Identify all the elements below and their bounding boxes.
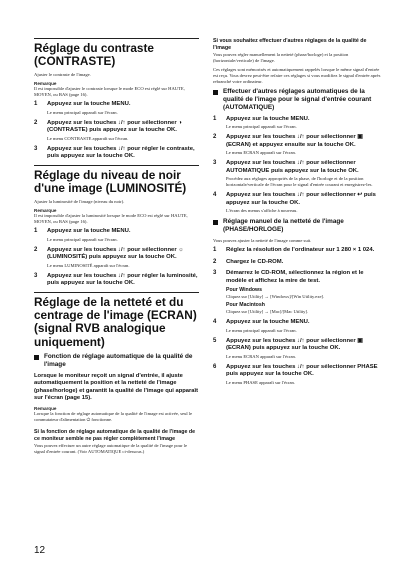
step-result: Le menu CONTRASTE apparaît sur l'écran. (47, 135, 129, 141)
step-instruction: Appuyez sur les touches ↓/↑ pour régler la luminosité, puis appuyez sur la touche OK. (47, 272, 198, 287)
note-label: Remarque (34, 81, 57, 87)
step-item (213, 247, 383, 255)
step-number: 5 (213, 337, 217, 344)
step-number: 1 (34, 101, 38, 108)
page-number: 12 (34, 545, 46, 556)
body-text: Vous pouvez régler manuellement la netteté (phase/horloge) et la position (horizontale/verticale) de l'image. (213, 51, 349, 63)
section-title-screen: Réglage de la netteté et du centrage de l'image (ECRAN) (signal RVB analogique uniquement) (34, 294, 197, 349)
step-result: Le menu PHASE apparaît sur l'écran. (226, 380, 295, 386)
body-text: Vous pouvez ajuster la netteté de l'image comme suit. (213, 238, 312, 244)
step-instruction: Appuyez sur la touche MENU. (47, 228, 131, 235)
step-result: Le menu principal apparaît sur l'écran. (226, 327, 297, 333)
step-item (213, 270, 383, 315)
note-text: Lorsque la fonction de réglage automatique de la qualité de l'image est activée, seul le commutateur d'alimentation ⏻ fonctionne. (34, 410, 193, 422)
right-column (213, 38, 383, 390)
step-result: Le menu principal apparaît sur l'écran. (47, 109, 118, 115)
step-instruction: Appuyez sur les touches ↓/↑ pour sélectionner ▣ (ECRAN) et appuyez ensuite sur la touche OK. (226, 134, 363, 148)
note-label: Remarque (34, 208, 57, 214)
step-item (34, 273, 199, 288)
step-item (34, 228, 199, 243)
step-item (213, 259, 383, 267)
step-number: 3 (34, 145, 38, 152)
step-item (213, 192, 383, 214)
step-item (34, 120, 199, 142)
section-rule (34, 38, 199, 39)
step-number: 4 (213, 319, 217, 326)
square-bullet-icon (34, 355, 39, 360)
step-number: 3 (213, 160, 217, 167)
step-number: 6 (213, 363, 217, 370)
step-list (34, 228, 199, 288)
step-item (213, 338, 383, 360)
intro-text: Ajuster la luminosité de l'image (niveau du noir). (34, 199, 125, 205)
step-item (213, 364, 383, 386)
step-result: Le menu LUMINOSITÉ apparaît sur l'écran. (47, 262, 130, 268)
step-number: 2 (213, 258, 217, 265)
section-title-brightness: Réglage du niveau de noir d'une image (LUMINOSITÉ) (34, 167, 187, 196)
step-list (34, 101, 199, 161)
step-instruction: Appuyez sur les touches ↓/↑ pour sélectionner ↩ puis appuyez sur la touche OK. (226, 192, 376, 206)
os-label-macintosh: Pour Macintosh (226, 302, 265, 309)
step-item (213, 160, 383, 188)
left-column (34, 38, 199, 458)
step-number: 4 (213, 192, 217, 199)
function-title: Effectuer d'autres réglages automatiques de la qualité de l'image pour le signal d'entrée courant (AUTOMATIQUE) (223, 87, 372, 111)
function-heading (34, 353, 199, 369)
step-instruction: Appuyez sur les touches ↓/↑ pour régler le contraste, puis appuyez sur la touche OK. (47, 145, 195, 160)
step-result: Le menu principal apparaît sur l'écran. (226, 124, 297, 130)
step-item (213, 116, 383, 131)
note-text: Il est impossible d'ajuster le contraste lorsque le mode ECO est réglé sur HAUTE, MOYEN, ou BAS (page 16). (34, 86, 185, 98)
intro-text: Ajuster le contraste de l'image. (34, 72, 91, 78)
bold-paragraph: Lorsque le moniteur reçoit un signal d'entrée, il ajuste automatiquement la position et la netteté de l'image (phase/horloge) et garantit la qualité de l'image qui apparaît sur l'écran (page 15). (34, 372, 199, 402)
step-instruction: Appuyez sur la touche MENU. (226, 319, 310, 326)
step-result: L'écran des menus s'affiche à nouveau. (226, 208, 298, 214)
function-title: Fonction de réglage automatique de la qualité de l'image (44, 352, 193, 368)
section-rule (34, 165, 199, 166)
step-result: Cliquez sur [Utility] → [Windows]/[Win Utility.exe]. (226, 294, 325, 300)
step-number: 1 (213, 247, 217, 254)
step-instruction: Appuyez sur les touches ↓/↑ pour sélectionner PHASE puis appuyez sur la touche OK. (226, 363, 378, 378)
step-list (213, 116, 383, 215)
step-result: Le menu ECRAN apparaît sur l'écran. (226, 150, 296, 156)
note-text: Il est impossible d'ajuster la luminosité lorsque le mode ECO est réglé sur HAUTE, MOYEN, ou BAS (page 16). (34, 213, 188, 225)
step-instruction: Appuyez sur les touches ↓/↑ pour sélectionner ◑ (CONTRASTE) puis appuyez sur la touche OK. (47, 119, 182, 134)
step-instruction: Démarrez le CD-ROM, sélectionnez la région et le modèle et affichez la mire de test. (226, 270, 364, 284)
paragraph-heading: Si vous souhaitez effectuer d'autres réglages de la qualité de l'image (213, 38, 367, 51)
body-text: Vous pouvez effectuer un autre réglage automatique de la qualité de l'image pour le signal d'entrée courant. (Voir AUTOMATIQUE ci-dessous.) (34, 442, 188, 454)
step-item (213, 319, 383, 334)
step-instruction: Appuyez sur les touches ↓/↑ pour sélectionner AUTOMATIQUE puis appuyez sur la touche OK. (226, 160, 359, 174)
step-number: 3 (34, 272, 38, 279)
section-title-contrast: Réglage du contraste (CONTRASTE) (34, 41, 154, 69)
section-rule (34, 292, 199, 293)
step-item (213, 134, 383, 156)
step-number: 3 (213, 270, 217, 277)
step-result: Cliquez sur [Utility] → [Mac]/[Mac Utility]. (226, 309, 309, 315)
step-instruction: Appuyez sur les touches ↓/↑ pour sélectionner ▣ (ECRAN) puis appuyez sur la touche OK. (226, 337, 363, 352)
square-bullet-icon (213, 220, 218, 225)
step-item (34, 146, 199, 161)
step-number: 1 (213, 115, 217, 122)
step-list (213, 247, 383, 386)
step-item (34, 247, 199, 269)
function-heading (213, 218, 383, 234)
step-instruction: Chargez le CD-ROM. (226, 258, 284, 265)
step-result: Le menu ECRAN apparaît sur l'écran. (226, 353, 296, 359)
step-number: 2 (213, 134, 217, 141)
os-label-windows: Pour Windows (226, 287, 262, 294)
step-result: Le menu principal apparaît sur l'écran. (47, 236, 118, 242)
body-text: Ces réglages sont mémorisés et automatiquement rappelés lorsque le même signal d'entrée est reçu. Vous devrez peut-être refaire ces réglages si vous modifiez le signal d'entrée après rebranché votre ordinateur. (213, 66, 381, 84)
step-instruction: Appuyez sur les touches ↓/↑ pour sélectionner ☼ (LUMINOSITÉ) puis appuyez sur la touche OK. (47, 246, 184, 261)
step-item (34, 101, 199, 116)
function-heading (213, 88, 383, 112)
step-number: 2 (34, 119, 38, 126)
step-number: 1 (34, 228, 38, 235)
square-bullet-icon (213, 90, 218, 95)
paragraph-heading: Si la fonction de réglage automatique de la qualité de l'image de ce moniteur semble ne pas régler complètement l'image (34, 428, 196, 442)
step-instruction: Appuyez sur la touche MENU. (226, 115, 310, 122)
note-label: Remarque (34, 405, 57, 411)
step-instruction: Réglez la résolution de l'ordinateur sur 1 280 × 1 024. (226, 247, 375, 254)
step-result: Procédez aux réglages appropriés de la phase, de l'horloge et de la position horizontale/verticale de l'écran pour le signal d'entrée courant et enregistrez-les. (226, 176, 373, 188)
step-instruction: Appuyez sur la touche MENU. (47, 101, 131, 108)
step-number: 2 (34, 246, 38, 253)
function-title: Réglage manuel de la netteté de l'image (PHASE/HORLOGE) (223, 218, 344, 234)
